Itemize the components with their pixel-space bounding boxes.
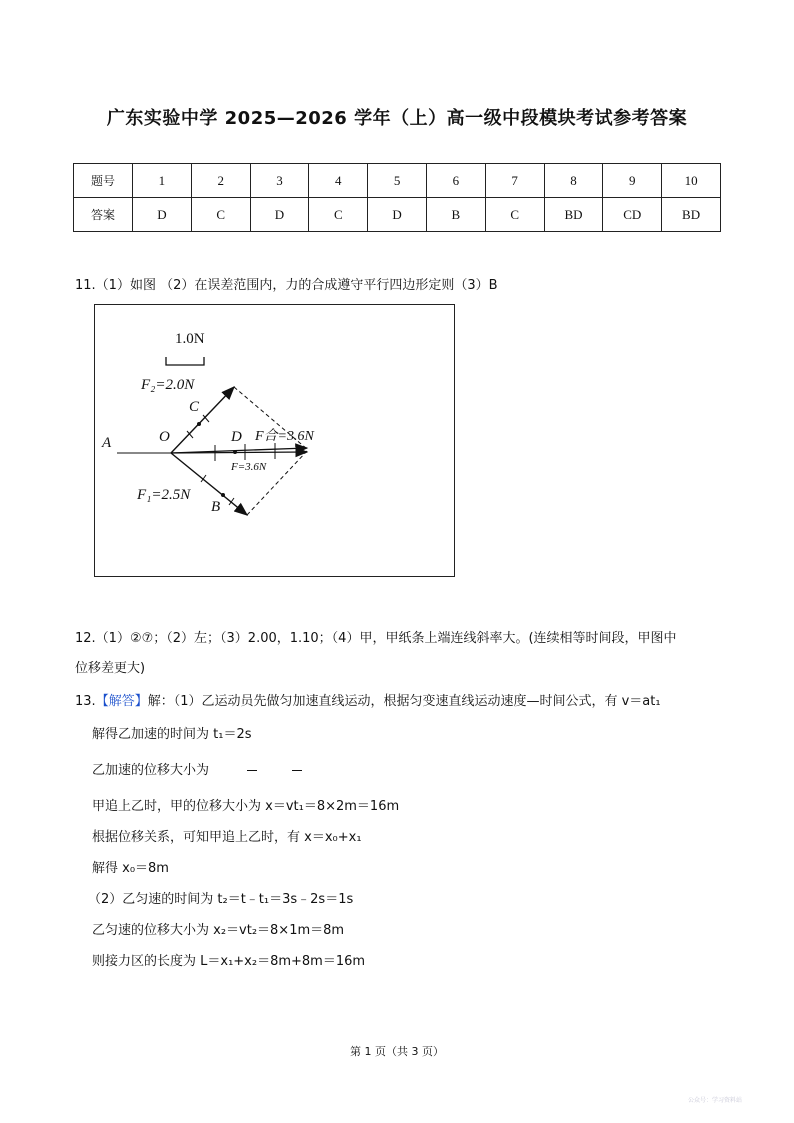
table-header-cell: 答案	[74, 198, 133, 232]
table-cell: C	[191, 198, 250, 232]
table-cell: C	[485, 198, 544, 232]
fraction-bar	[292, 770, 302, 771]
table-cell: BD	[662, 198, 721, 232]
q13-text: 解：（1）乙运动员先做匀加速直线运动，根据匀变速直线运动速度—时间公式，有 v＝at₁	[147, 694, 661, 709]
table-header-cell: 题号	[74, 164, 133, 198]
q13-line4: 甲追上乙时，甲的位移大小为 x＝vt₁＝8×2m＝16m	[92, 799, 400, 814]
table-cell: D	[250, 198, 309, 232]
table-cell: 6	[426, 164, 485, 198]
point-d-dot	[233, 450, 237, 454]
f-prime-label: F合=3.6N	[255, 429, 314, 444]
point-b-label: B	[211, 499, 221, 515]
q13-line2: 解得乙加速的时间为 t₁＝2s	[92, 727, 252, 742]
table-cell: B	[426, 198, 485, 232]
point-c-dot	[197, 422, 201, 426]
page-title: 广东实验中学 2025—2026 学年（上）高一级中段模块考试参考答案	[106, 108, 688, 129]
point-b-dot	[221, 493, 225, 497]
table-cell: 8	[544, 164, 603, 198]
table-cell: 9	[603, 164, 662, 198]
q13-number: 13.	[75, 694, 96, 709]
point-o-label: O	[159, 429, 170, 445]
table-cell: BD	[544, 198, 603, 232]
q13-line6: 解得 x₀＝8m	[92, 861, 169, 876]
q13-line9: 则接力区的长度为 L＝x₁+x₂＝8m+8m＝16m	[92, 954, 366, 969]
point-d-label: D	[231, 429, 242, 445]
table-cell: C	[309, 198, 368, 232]
page-footer: 第 1 页（共 3 页）	[350, 1045, 444, 1058]
q13-line3	[92, 759, 302, 778]
watermark: 公众号：学习资料站	[687, 1097, 742, 1104]
table-cell: 5	[368, 164, 427, 198]
q13-line3-text: 乙加速的位移大小为	[92, 763, 210, 778]
q13-line1	[75, 690, 661, 709]
q12-answer-line1: 12.（1）②⑦；（2）左；（3）2.00，1.10；（4）甲，甲纸条上端连线斜率大。(连续相等时间段，甲图中	[75, 631, 677, 646]
f-label: F=3.6N	[231, 461, 267, 473]
q12-answer-line2: 位移差更大)	[75, 661, 146, 676]
table-row	[74, 198, 721, 232]
f2-label: F₂=2.0N	[141, 377, 195, 393]
answer-table	[73, 163, 721, 232]
table-cell: D	[133, 198, 192, 232]
q13-line8: 乙匀速的位移大小为 x₂＝vt₂＝8×1m＝8m	[92, 923, 345, 938]
table-cell: 1	[133, 164, 192, 198]
point-c-label: C	[189, 399, 200, 415]
table-row	[74, 164, 721, 198]
scale-label: 1.0N	[175, 331, 205, 347]
scale-bar	[166, 357, 204, 365]
table-cell: D	[368, 198, 427, 232]
table-cell: CD	[603, 198, 662, 232]
table-cell: 2	[191, 164, 250, 198]
point-a-label: A	[102, 435, 112, 451]
table-cell: 4	[309, 164, 368, 198]
solution-tag: 【解答】	[95, 694, 148, 709]
f2-vector	[171, 387, 234, 453]
fraction-bar	[247, 770, 257, 771]
table-cell: 3	[250, 164, 309, 198]
f1-label: F₁=2.5N	[137, 487, 191, 503]
table-cell: 10	[662, 164, 721, 198]
q13-line7: （2）乙匀速的时间为 t₂＝t﹣t₁＝3s﹣2s＝1s	[88, 892, 354, 907]
force-diagram	[94, 304, 455, 577]
q11-answer: 11.（1）如图 （2）在误差范围内，力的合成遵守平行四边形定则（3）B	[75, 278, 498, 293]
q13-line5: 根据位移关系，可知甲追上乙时，有 x＝x₀+x₁	[92, 830, 362, 845]
table-cell: 7	[485, 164, 544, 198]
